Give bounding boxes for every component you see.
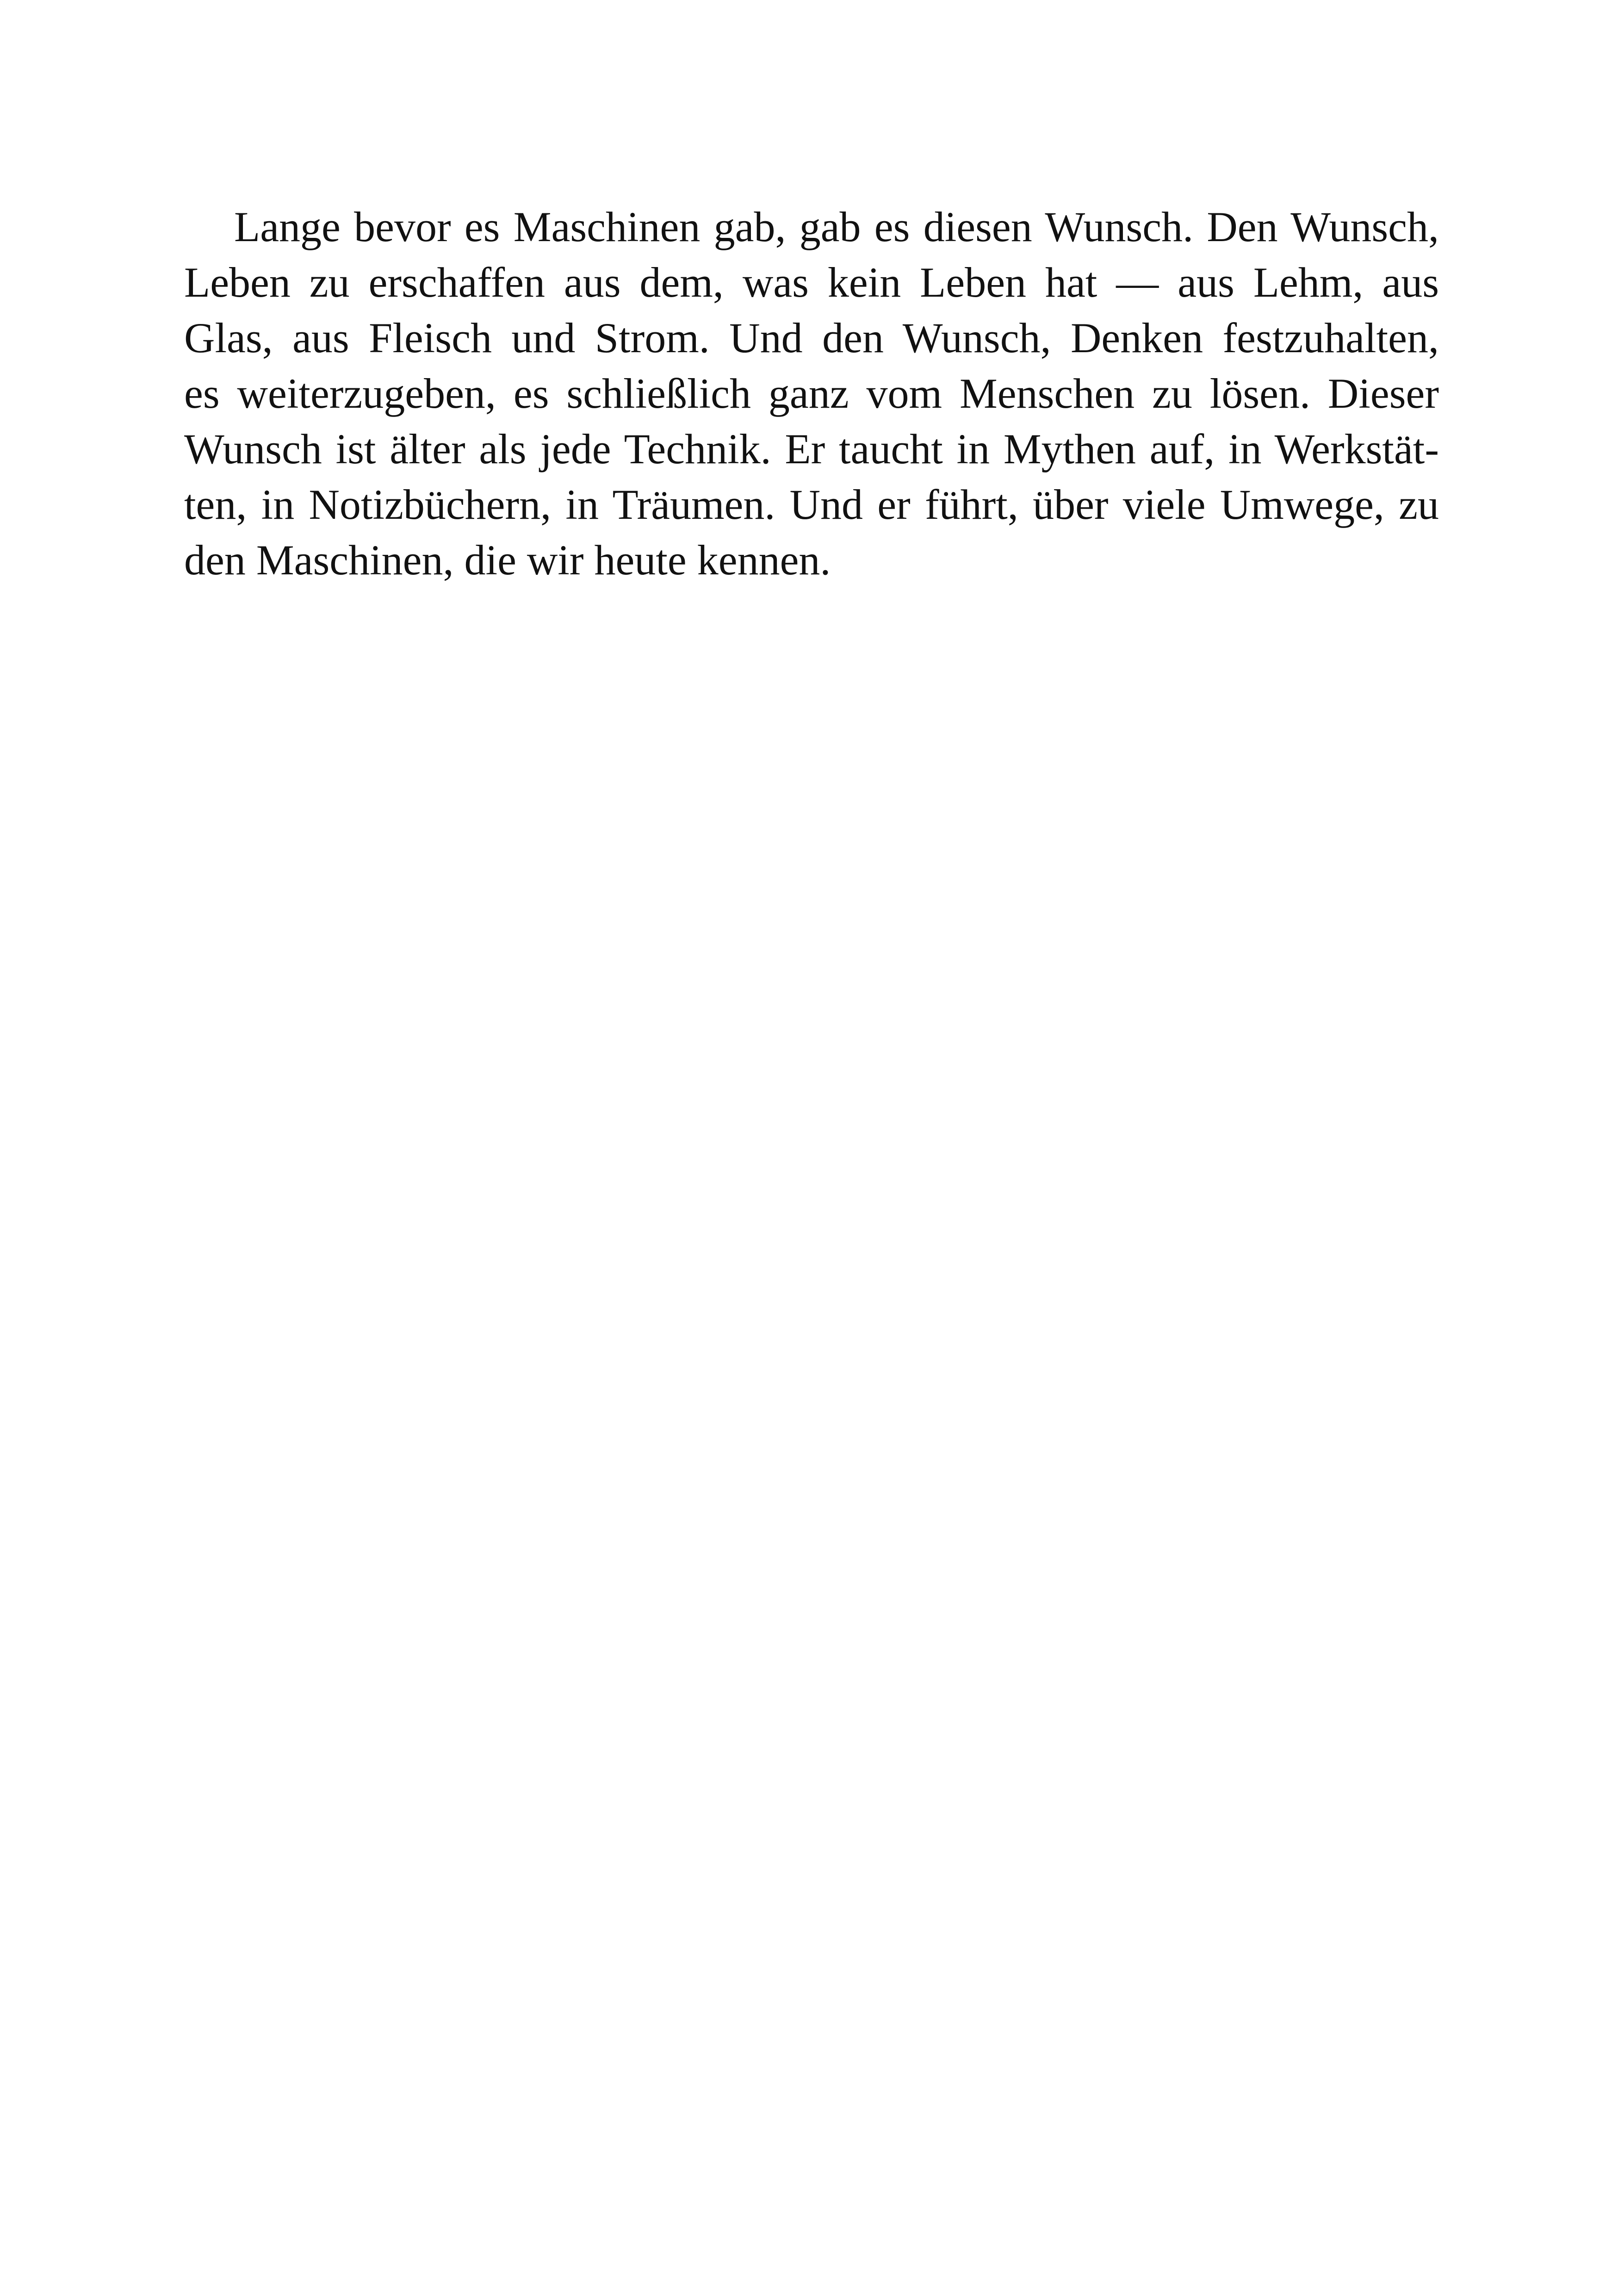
paragraph-line-7: den Maschinen, die wir heute kennen. — [184, 536, 831, 584]
paragraph-line-3: Glas, aus Fleisch und Strom. Und den Wunsch, Denken festzuhalten, — [184, 314, 1439, 361]
paragraph-line-6: ten, in Notizbüchern, in Träumen. Und er führt, über viele Umwege, zu — [184, 481, 1439, 528]
body-paragraph — [184, 199, 1439, 588]
paragraph-line-2: Leben zu erschaffen aus dem, was kein Leben hat — aus Lehm, aus — [184, 259, 1439, 306]
paragraph-line-5: Wunsch ist älter als jede Technik. Er taucht in Mythen auf, in Werkstät- — [184, 425, 1439, 473]
paragraph-line-1: Lange bevor es Maschinen gab, gab es diesen Wunsch. Den Wunsch, — [234, 203, 1439, 250]
paragraph-line-4: es weiterzugeben, es schließlich ganz vom Menschen zu lösen. Dieser — [184, 370, 1439, 417]
